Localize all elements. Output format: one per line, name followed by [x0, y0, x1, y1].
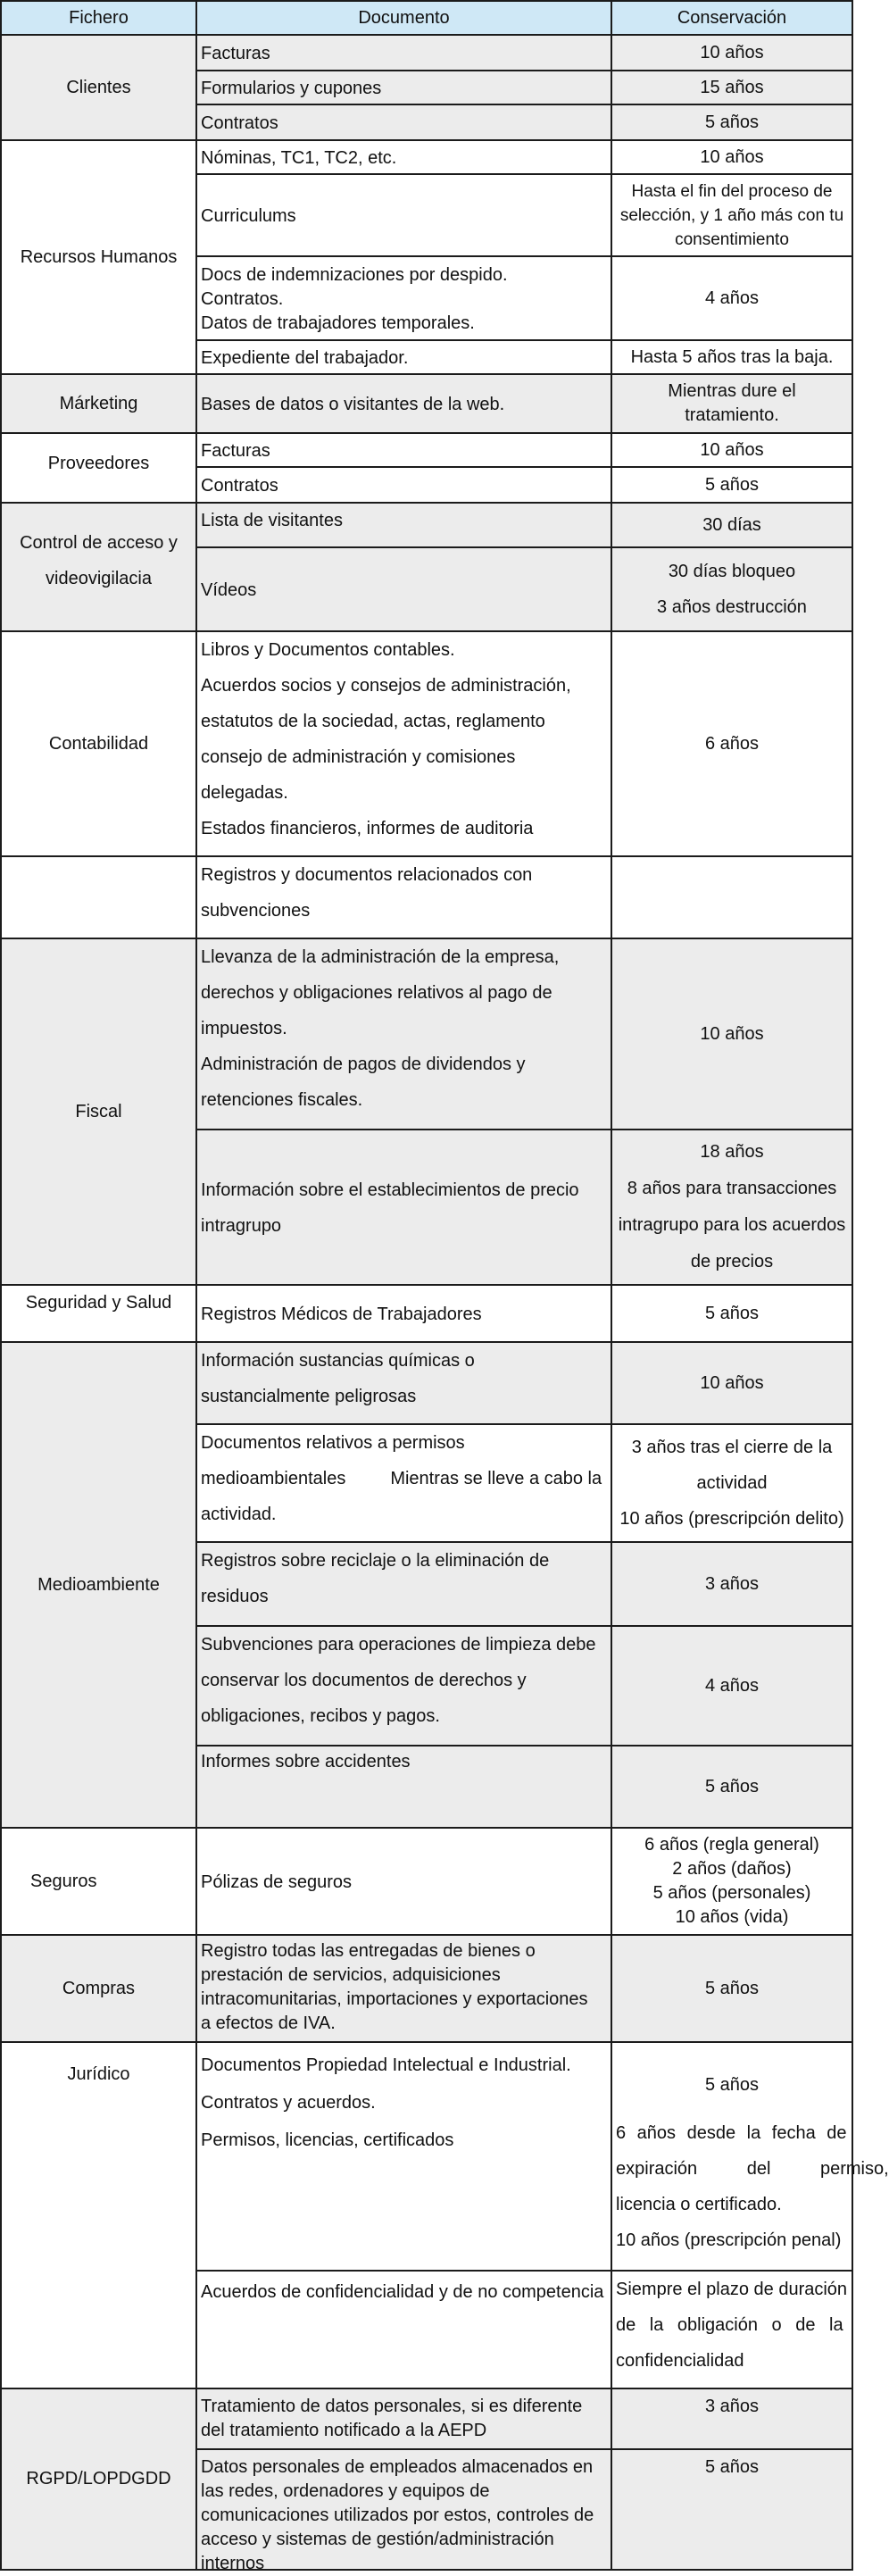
doc-medio-permisos: [195, 1423, 612, 1543]
header-conservacion-text: Conservación: [677, 7, 787, 28]
doc-clientes-formularios: [195, 70, 612, 105]
doc-line: Documentos relativos a permisos: [201, 1433, 465, 1453]
doc-text: Formularios y cupones: [201, 78, 382, 98]
cons-line: intragrupo para los acuerdos: [618, 1215, 846, 1235]
cons-text: 10 años: [700, 146, 764, 167]
cons-text: 5 años: [704, 2457, 760, 2477]
doc-line: conservar los documentos de derechos y: [201, 1671, 527, 1690]
doc-text: Registros Médicos de Trabajadores: [201, 1304, 482, 1324]
doc-line: Acuerdos socios y consejos de administración,: [201, 676, 571, 696]
doc-line-part: Mientras se lleve a cabo la: [390, 1469, 602, 1488]
cons-line: confidencialidad: [616, 2351, 744, 2371]
doc-contabilidad: [195, 630, 612, 857]
cons-rgpd-tratamiento: [611, 2388, 853, 2450]
doc-line: intracomunitarias, importaciones y exportaciones: [201, 1989, 588, 2009]
cons-text-block: [619, 1430, 843, 1537]
cons-text: 10 años: [700, 439, 764, 460]
doc-line: [201, 1461, 607, 1496]
doc-line: retenciones fiscales.: [201, 1090, 363, 1110]
doc-line: Contratos.: [201, 288, 284, 309]
fichero-line: Control de acceso y: [20, 533, 178, 553]
doc-juridico-propiedad: [195, 2041, 612, 2272]
cons-line: 10 años (vida): [675, 1907, 789, 1927]
doc-line: Datos personales de empleados almacenados en: [201, 2457, 594, 2477]
doc-line: obligaciones, recibos y pagos.: [201, 1706, 440, 1726]
cons-control-videos: [611, 546, 853, 632]
doc-rgpd-empleados: [195, 2448, 612, 2571]
header-documento: [195, 0, 612, 36]
doc-line: Docs de indemnizaciones por despido.: [201, 264, 508, 285]
fichero-control-acceso: [0, 502, 197, 632]
doc-line: a efectos de IVA.: [201, 2013, 336, 2033]
cons-text: 3 años: [704, 1573, 760, 1594]
fichero-contabilidad-label: Contabilidad: [48, 733, 149, 754]
doc-line: impuestos.: [201, 1019, 287, 1038]
doc-line: del tratamiento notificado a la AEPD: [201, 2421, 487, 2440]
fichero-control-acceso-label: [20, 525, 178, 596]
fichero-medioambiente-label: Medioambiente: [37, 1574, 160, 1595]
doc-text: Nóminas, TC1, TC2, etc.: [201, 147, 397, 168]
doc-line: las redes, ordenadores y equipos de: [201, 2481, 490, 2501]
cons-marketing-bases: [611, 373, 853, 434]
fichero-clientes: [0, 34, 197, 141]
cons-text: 3 años: [704, 2397, 760, 2416]
header-fichero: [0, 0, 197, 36]
cons-seguridad-registros: [611, 1284, 853, 1343]
cons-text: Hasta 5 años tras la baja.: [630, 346, 834, 367]
cons-text: Mientras dure el tratamiento.: [668, 381, 796, 425]
doc-line: Estados financieros, informes de auditoria: [201, 819, 534, 838]
cons-line: licencia o certificado.: [616, 2195, 782, 2214]
cons-line: 2 años (daños): [672, 1859, 792, 1879]
fichero-seguridad-salud: [0, 1284, 197, 1343]
doc-line: Registros y documentos relacionados con: [201, 865, 533, 885]
cons-text: 5 años: [704, 1303, 760, 1323]
cons-line: 30 días bloqueo: [668, 562, 796, 581]
doc-text: Bases de datos o visitantes de la web.: [201, 394, 505, 414]
doc-line: consejo de administración y comisiones: [201, 747, 516, 767]
doc-line: prestación de servicios, adquisiciones: [201, 1965, 501, 1985]
cons-line: actividad: [696, 1473, 768, 1493]
cons-text: 5 años: [704, 474, 760, 495]
cons-juridico-5anos: 5 años: [704, 2075, 760, 2095]
cons-rrhh-curriculums: [611, 173, 853, 257]
doc-subvenciones: [195, 855, 612, 939]
doc-line: sustancialmente peligrosas: [201, 1387, 417, 1406]
doc-line: internos: [201, 2554, 265, 2573]
doc-line: subvenciones: [201, 901, 311, 921]
fichero-proveedores: [0, 432, 197, 504]
cons-line: 3 años tras el cierre de la: [631, 1438, 833, 1457]
doc-juridico-confidencialidad: [195, 2270, 612, 2389]
cons-juridico-propiedad: [611, 2041, 889, 2272]
doc-line-part: medioambientales: [201, 1469, 346, 1488]
cons-line: 10 años (prescripción delito): [619, 1509, 844, 1529]
doc-line: acceso y sistemas de gestión/administración: [201, 2530, 554, 2549]
doc-line: residuos: [201, 1587, 269, 1606]
doc-rrhh-curriculums: [195, 173, 612, 257]
fichero-proveedores-label: Proveedores: [47, 454, 150, 473]
doc-text: Expediente del trabajador.: [201, 347, 409, 368]
doc-line: Llevanza de la administración de la empresa,: [201, 947, 560, 967]
fichero-fiscal-label: Fiscal: [75, 1101, 122, 1121]
cons-juridico-permisos: [612, 2115, 889, 2258]
doc-rrhh-nominas: [195, 139, 612, 175]
fichero-rgpd-label: RGPD/LOPDGDD: [26, 2469, 171, 2488]
cons-line: 3 años destrucción: [657, 597, 807, 617]
doc-control-videos: [195, 546, 612, 632]
doc-compras-registro: [195, 1934, 612, 2043]
doc-line: Registro todas las entregadas de bienes o: [201, 1941, 536, 1961]
cons-rrhh-indemnizaciones: [611, 255, 853, 341]
fichero-fiscal: [0, 938, 197, 1286]
fichero-clientes-label: Clientes: [66, 77, 131, 97]
cons-line: 18 años: [700, 1142, 764, 1162]
cons-line: Siempre el plazo de duración: [616, 2280, 848, 2299]
fichero-medioambiente: [0, 1341, 197, 1829]
cons-compras-registro: [611, 1934, 853, 2043]
cons-text: 5 años: [704, 112, 760, 132]
doc-text: Contratos: [201, 113, 278, 133]
cons-medio-sustancias: [611, 1341, 853, 1425]
cons-line: 6 años (regla general): [644, 1835, 819, 1855]
doc-line: Datos de trabajadores temporales.: [201, 313, 475, 333]
fichero-juridico: [0, 2041, 197, 2389]
cons-text: 4 años: [704, 1675, 760, 1696]
cons-fiscal-llevanza: [611, 938, 853, 1130]
fichero-marketing: [0, 373, 197, 434]
cons-text: 5 años: [704, 1978, 760, 1998]
doc-text: Facturas: [201, 43, 270, 63]
doc-line: Administración de pagos de dividendos y: [201, 1055, 526, 1074]
cons-line: 8 años para transacciones: [627, 1179, 837, 1198]
cons-text: 5 años: [704, 1776, 760, 1797]
doc-line: delegadas.: [201, 783, 288, 803]
cons-fiscal-precio-intragrupo: [611, 1129, 853, 1286]
fichero-compras: [0, 1934, 197, 2043]
header-conservacion: [611, 0, 853, 36]
doc-text: Pólizas de seguros: [201, 1872, 352, 1892]
doc-line: Documentos Propiedad Intelectual e Industrial.: [201, 2055, 571, 2075]
doc-line: Registros sobre reciclaje o la eliminación de: [201, 1551, 550, 1571]
fichero-marketing-label: Márketing: [59, 393, 138, 413]
doc-line: comunicaciones utilizados por estos, controles de: [201, 2505, 594, 2525]
doc-medio-subvenciones-limpieza: [195, 1625, 612, 1747]
doc-fiscal-precio-intragrupo: [195, 1129, 612, 1286]
doc-rrhh-indemnizaciones: [195, 255, 612, 341]
cons-text-block: [644, 1833, 819, 1930]
cons-control-visitantes: [611, 502, 853, 548]
fichero-seguridad-label: Seguridad y Salud: [25, 1293, 172, 1313]
cons-seguros-polizas: [611, 1827, 853, 1936]
cons-line: expiración del permiso,: [616, 2159, 889, 2179]
fichero-seguros-label: Seguros: [30, 1871, 97, 1891]
cons-medio-subvenciones-limpieza: [611, 1625, 853, 1747]
cons-clientes-formularios: [611, 70, 853, 105]
cons-text-block: [657, 554, 807, 625]
fichero-rrhh: [0, 139, 197, 375]
doc-line: Información sobre el establecimientos de precio: [201, 1180, 579, 1200]
doc-line: Información sustancias químicas o: [201, 1351, 475, 1371]
doc-text: Acuerdos de confidencialidad y de no competencia: [201, 2282, 604, 2302]
doc-medio-sustancias: [195, 1341, 612, 1425]
fichero-seguros: [0, 1827, 197, 1936]
cons-text: 4 años: [704, 288, 760, 308]
doc-proveedores-facturas: [195, 432, 612, 468]
doc-line: Subvenciones para operaciones de limpieza debe: [201, 1635, 596, 1655]
doc-line: derechos y obligaciones relativos al pago de: [201, 983, 553, 1003]
doc-text: Lista de visitantes: [201, 511, 343, 530]
doc-line: Libros y Documentos contables.: [201, 640, 455, 660]
cons-proveedores-facturas: [611, 432, 853, 468]
cons-medio-reciclaje: [611, 1541, 853, 1627]
cons-contabilidad: [611, 630, 853, 857]
doc-text: Curriculums: [201, 205, 296, 226]
doc-text: Facturas: [201, 440, 270, 461]
doc-fiscal-llevanza: [195, 938, 612, 1130]
cons-line: de precios: [690, 1252, 774, 1271]
doc-control-visitantes: [195, 502, 612, 548]
cons-text: 6 años: [704, 733, 760, 754]
cons-juridico-confidencialidad: [611, 2270, 853, 2389]
fichero-contabilidad: [0, 630, 197, 857]
cons-text: Hasta el fin del proceso de selección, y 1 año más con tu consentimiento: [619, 181, 844, 249]
fichero-empty: [0, 855, 197, 939]
cons-medio-accidentes: [611, 1745, 853, 1829]
header-fichero-text: Fichero: [69, 7, 129, 28]
doc-line: Contratos y acuerdos.: [201, 2093, 376, 2113]
cons-text: 10 años: [700, 1372, 764, 1393]
cons-clientes-contratos: [611, 104, 853, 141]
cons-line: 6 años desde la fecha de: [616, 2123, 847, 2143]
cons-text-block: [619, 1134, 846, 1280]
doc-line: intragrupo: [201, 1216, 282, 1236]
cons-medio-permisos: [611, 1423, 853, 1543]
doc-rrhh-expediente: [195, 339, 612, 375]
cons-proveedores-contratos: [611, 466, 853, 504]
doc-text-block: [201, 1172, 579, 1244]
fichero-juridico-label: Jurídico: [67, 2064, 130, 2084]
cons-line: de la obligación o de la: [616, 2315, 843, 2335]
doc-line: estatutos de la sociedad, actas, reglamento: [201, 712, 545, 731]
doc-text-block: [201, 263, 508, 336]
header-documento-text: Documento: [358, 7, 450, 28]
doc-line: Permisos, licencias, certificados: [201, 2130, 454, 2150]
cons-line: 10 años (prescripción penal): [616, 2230, 842, 2250]
doc-line: actividad.: [201, 1505, 277, 1524]
doc-text: Vídeos: [201, 579, 257, 600]
doc-text: Informes sobre accidentes: [201, 1752, 411, 1772]
cons-rgpd-empleados: [611, 2448, 853, 2571]
cons-rrhh-nominas: [611, 139, 853, 175]
doc-medio-accidentes: [195, 1745, 612, 1829]
doc-marketing-bases: [195, 373, 612, 434]
cons-text: 10 años: [700, 42, 764, 63]
doc-seguros-polizas: [195, 1827, 612, 1936]
doc-clientes-facturas: [195, 34, 612, 71]
doc-seguridad-registros: [195, 1284, 612, 1343]
fichero-line: videovigilacia: [46, 569, 152, 588]
cons-subvenciones-empty: [611, 855, 853, 939]
fichero-rrhh-label: Recursos Humanos: [20, 246, 178, 267]
doc-clientes-contratos: [195, 104, 612, 141]
doc-text: Contratos: [201, 475, 278, 496]
fichero-compras-label: Compras: [62, 1978, 136, 1998]
doc-medio-reciclaje: [195, 1541, 612, 1627]
cons-text: 15 años: [700, 77, 764, 97]
cons-text: 30 días: [702, 514, 761, 535]
cons-text: 10 años: [700, 1023, 764, 1044]
fichero-rgpd: [0, 2388, 197, 2571]
doc-proveedores-contratos: [195, 466, 612, 504]
doc-rgpd-tratamiento: [195, 2388, 612, 2450]
cons-line: 5 años (personales): [652, 1883, 811, 1903]
doc-line: Tratamiento de datos personales, si es diferente: [201, 2397, 583, 2416]
cons-rrhh-expediente: [611, 339, 853, 375]
cons-clientes-facturas: [611, 34, 853, 71]
